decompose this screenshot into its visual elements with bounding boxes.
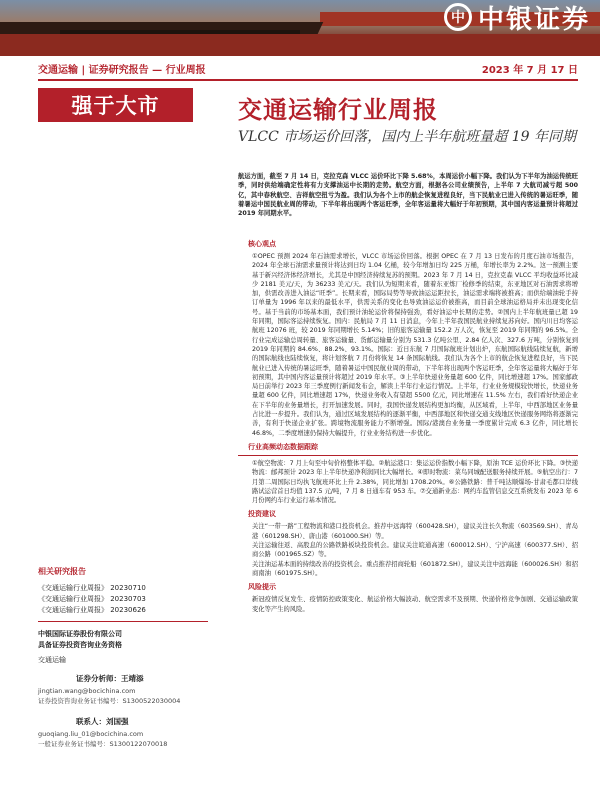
- logo-text: 中银证券: [477, 4, 590, 35]
- rating-badge: 强于大市: [38, 88, 193, 122]
- banner-wall: [0, 34, 600, 56]
- section-title-invest: 投资建议: [248, 510, 276, 519]
- company-logo: [444, 0, 590, 34]
- invest-line: 关注运输往返、高股息的公路铁路板块投资机会。建议关注皖通高速（600012.SH）、宁沪高速（600377.SH）、招商公路（001965.SZ）等。: [252, 542, 578, 559]
- analyst-cert: 一般证券业务证书编号：S1300122070018: [38, 740, 168, 748]
- analyst-cert: 证券投资咨询业务证书编号：S1300522030004: [38, 697, 181, 705]
- sidebar: [38, 566, 208, 759]
- section-title-risk: 风险提示: [248, 583, 276, 592]
- summary-paragraph: 航运方面，截至 7 月 14 日，克拉克森 VLCC 运价环比下降 5.68%，本周运价小幅下降。我们认为下半年为油运传统旺季，同时供给端确定性将有力支撑油运中长期的走势。航空方面，根据各公司业绩预告，上半年 7 大航司减亏超 500 亿，其中春秋航空、吉祥航空扭亏为盈。我们认为各个上市的航企恢复进程良好，当下民航业已进入传统的暑运旺季，随着暑运中国民航业周的带动，下半年将出现两个客运旺季，全年客运量将大幅好于年初预期，其中国内客运量预计将超过 2019 年同期水平。: [238, 173, 578, 218]
- risk-text: 新冠疫情反复发生、疫情防控政策变化、航运价格大幅波动、航空需求不及预期、快递价格竞争加剧、交通运输政策变化等产生的风险。: [252, 596, 578, 613]
- main-content: [238, 235, 578, 614]
- analyst-name: 证券分析师：王靖添: [76, 674, 144, 683]
- analyst-email: guoqiang.liu_01@bocichina.com: [38, 730, 144, 738]
- related-report-item: 《交通运输行业周报》 20230703: [38, 595, 146, 603]
- analyst-email: jingtian.wang@bocichina.com: [38, 687, 136, 695]
- core-text: ①OPEC 预测 2024 年石油需求增长，VLCC 市场运价回落。根据 OPEC 在 7 月 13 日发布的月度石油市场报告，2024 年全球石油需求量预计将达到日均 1.04 亿桶，较今年增加日均 225 万桶，年增长率为 2.2%。这一预测主要基于新兴经济体经济增长，尤其是中国经济持续复苏的预期。2023 年 7 月 14 日，克拉克森 VLCC 平均收益环比减少 2181 美元/天，为 36233 美元/天。我们认为短期来看，随着东亚炼厂检修季的结束，东亚地区对石油需求将增加，供需改善进入油运“旺季”。长期来看，国际局势等导致油运运距拉长，油运需求端将被推高；而供给端油轮手持订单量为 1996 年以来的最低水平，供需关系的变化也导致油运运价被推高，而目前全球油运格局并未出现变化信号。基于当前的市场基本面，我们预计油轮运价将保持强劲，看好油运中长期的走势。②国内上半年航班量已超 19 年同期，国际客运持续恢复。国内：民航局 7 月 11 日消息，今年上半年我国民航业持续复苏向好。国内川日均客运航班 12076 班，较 2019 年同期增长 5.14%；旧的旅客运输量 152.2 万人次，恢复至 2019 年同期的 96.5%。全行业完成运输总周转量、旅客运输量、货邮运输量分别为 531.3 亿吨公里、2.84 亿人次、327.6 万吨，分别恢复到 2019 年同期的 84.6%、88.2%、93.1%。国际：近日东航 7 月国际航班计划出炉，东航国际航线陆续复航，新增的国际航线也陆续恢复，将计划客航 7 月份将恢复 14 条国际航线。我们认为各个上市的航企恢复进程良好，当下民航业已进入传统的暑运旺季，随着暑运中国民航业周的带动，下半年将出现两个客运旺季，全年客运量将大幅好于年初预期，其中国内客运量预计将超过 2019 年水平。③上半年快递业务量超 600 亿件，同比增速超 17%。国家邮政局日前举行 2023 年三季度例行新闻发布会，解读上半年行业运行情况。上半年，行业业务规模较快增长，快递业务量超 600 亿件，同比增速超 17%，快递业务收入有望超 5500 亿元，同比增速在 11.5% 左右，我们看好快递企业在下半年的业务量增长，打开加速发展。同时，我国快递发展结构更加均衡，从区域看，上半年，中西部地区业务量占比进一步提升。我们认为，通过区域发展结构的逐渐平衡，中西部地区和快递交通支线地区快递服务网络将逐渐完善，有利于快递企业扩张。跨境物流服务能力不断增强。国际/港澳台业务量一季度累计完成 6.3 亿件，同比增长 46.8%，二季度增速仍保持大幅提升，行业业务结构进一步优化。: [252, 253, 578, 437]
- company-qualification: 具备证券投资咨询业务资格: [38, 641, 122, 649]
- sidebar-rule: [38, 621, 208, 622]
- related-report-item: 《交通运输行业周报》 20230710: [38, 584, 146, 592]
- report-category: 交通运输 | 证券研究报告 — 行业周报: [38, 65, 206, 76]
- header-rule: [38, 79, 578, 81]
- page-title: 交通运输行业周报: [238, 96, 438, 124]
- company-name: 中银国际证券股份有限公司: [38, 630, 122, 638]
- related-reports-title: 相关研究报告: [38, 567, 86, 576]
- page-subtitle: VLCC 市场运价回落，国内上半年航班量超 19 年同期: [238, 129, 576, 145]
- report-meta-strip: [0, 56, 600, 80]
- section-divider: [238, 455, 578, 456]
- header-banner: [0, 0, 600, 56]
- related-report-item: 《交通运输行业周报》 20230626: [38, 606, 146, 614]
- invest-line: 关注油运基本面的持续改善的投资机会。重点推荐招商轮船（601872.SH），建议关注中远海能（600026.SH）和招商南油（601975.SH）。: [252, 560, 578, 577]
- logo-icon: 中: [444, 3, 472, 31]
- invest-line: 关注“一带一路”工程物流和港口投资机会。推荐中远海特（600428.SH），建议关注长久物流（603569.SH）、青岛港（601298.SH）、唐山港（601000.SH）等。: [252, 523, 578, 540]
- report-date: 2023 年 7 月 17 日: [481, 65, 578, 76]
- analyst-card: [38, 673, 208, 706]
- analyst-card: [38, 716, 208, 749]
- analyst-name: 联系人：刘国强: [76, 717, 129, 726]
- section-title-tracking: 行业高频动态数据跟踪: [248, 442, 318, 451]
- tracking-text: ①航空物流：7 月上旬至中旬价格整体平稳。②航运港口：集运运价指数小幅下降，原油 TCE 运价环比下降。③快递物流：邮邦预计 2023 年上半年快递净利润同比大幅增长。④即时物流：菜鸟同城配送服务持续开展。⑤航空出行：7 月第二周国际日均执飞航班环比上升 2.38%，同比增加 1708.20%。⑥公路铁路：普千吨达顺爆场-甘肃毛都口岸线路试运营首日均值 137.5 元/吨，7 月 8 日通车有 953 车。⑦交通新业态：网约车监管信息交互系统发布 2023 年 6 月份网约车行业运行基本情况。: [252, 459, 578, 505]
- sector-label: 交通运输: [38, 656, 66, 664]
- section-title-core: 核心观点: [248, 240, 276, 248]
